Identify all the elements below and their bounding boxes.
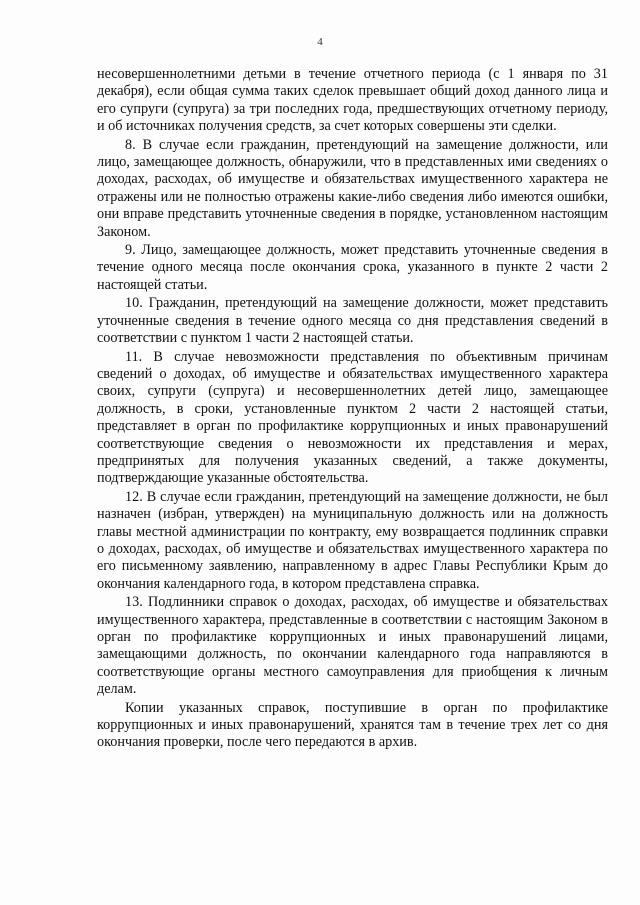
document-body [97, 66, 608, 752]
paragraph-continuation: несовершеннолетними детьми в течение отчетного периода (с 1 января по 31 декабря), если общая сумма таких сделок превышает общий доход данного лица и его супруги (супруга) за три последних года, предшествующих отчетному периоду, и об источниках получения средств, за счет которых совершены эти сделки. [97, 66, 608, 135]
paragraph-12: 12. В случае если гражданин, претендующий на замещение должности, не был назначен (избран, утвержден) на муниципальную должность или на должность главы местной администрации по контракту, ему возвращается подлинник справки о доходах, расходах, об имуществе и обязательствах имущественного характера по его письменному заявлению, направленному в адрес Главы Республики Крым до окончания календарного года, в котором представлена справка. [97, 488, 608, 592]
paragraph-13: 13. Подлинники справок о доходах, расходах, об имуществе и обязательствах имущественного характера, представленные в соответствии с настоящим Законом в орган по профилактике коррупционных и иных правонарушений лицами, замещающими должность, по окончании календарного года направляются в соответствующие органы местного самоуправления для приобщения к личным делам. [97, 594, 608, 698]
paragraph-10: 10. Гражданин, претендующий на замещение должности, может представить уточненные сведения в течение одного месяца со дня представления сведений в соответствии с пунктом 1 части 2 настоящей статьи. [97, 295, 608, 347]
paragraph-copies: Копии указанных справок, поступившие в орган по профилактике коррупционных и иных правонарушений, хранятся там в течение трех лет со дня окончания проверки, после чего передаются в архив. [97, 699, 608, 751]
paragraph-9: 9. Лицо, замещающее должность, может представить уточненные сведения в течение одного месяца после окончания срока, указанного в пункте 2 части 2 настоящей статьи. [97, 242, 608, 293]
paragraph-11: 11. В случае невозможности представления по объективным причинам сведений о доходах, об имуществе и обязательствах имущественного характера своих, супруги (супруга) и несовершеннолетних детей лицо, замещающее должность, в сроки, установленные пунктом 2 части 2 настоящей статьи, представляет в орган по профилактике коррупционных и иных правонарушений соответствующие сведения о невозможности их представления и мерах, предпринятых для получения указанных сведений, а также документы, подтверждающие указанные обстоятельства. [97, 348, 608, 487]
paragraph-8: 8. В случае если гражданин, претендующий на замещение должности, или лицо, замещающее должность, обнаружили, что в представленных ими сведениях о доходах, расходах, об имуществе и обязательствах имущественного характера не отражены или не полностью отражены какие-либо сведения либо имеются ошибки, они вправе представить уточненные сведения в порядке, установленном настоящим Законом. [97, 136, 608, 240]
page-number: 4 [317, 36, 323, 48]
